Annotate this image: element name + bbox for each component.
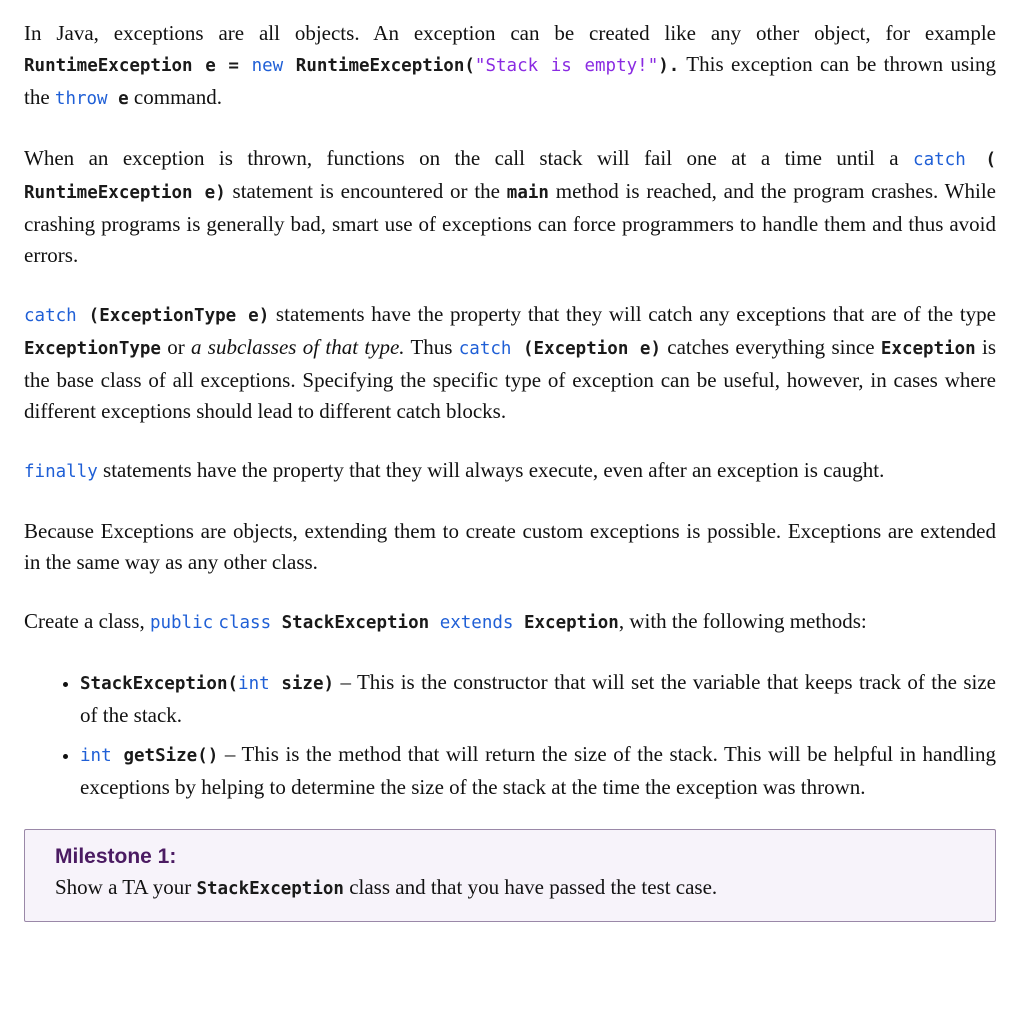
document-body <box>24 18 996 922</box>
code-inline: StackException <box>271 613 440 633</box>
text: statements have the property that they will catch any exceptions that are of the type <box>269 302 996 326</box>
text: catches everything since <box>661 335 881 359</box>
code-inline: Exception <box>880 339 976 359</box>
code-inline: (Exception e) <box>511 339 662 359</box>
code-keyword: int <box>80 746 112 766</box>
code-inline: ExceptionType <box>24 339 161 359</box>
code-inline: RuntimeException e = <box>24 56 252 76</box>
text: command. <box>128 85 222 109</box>
code-keyword: catch <box>24 306 77 326</box>
milestone-box <box>24 829 996 922</box>
code-keyword: extends <box>439 613 514 633</box>
code-inline: getSize() <box>111 746 219 766</box>
text: Show a TA your <box>55 875 197 899</box>
code-keyword: int <box>238 674 270 694</box>
list-item-constructor <box>80 667 996 731</box>
list-item-getsize <box>80 739 996 803</box>
paragraph-catch-statements <box>24 299 996 427</box>
code-inline: Exception <box>513 613 619 633</box>
code-inline: main <box>506 183 549 203</box>
text: statement is encountered or the <box>225 179 507 203</box>
methods-list <box>24 667 996 803</box>
code-inline: e <box>107 89 129 109</box>
text: In Java, exceptions are all objects. An exception can be created like any other object, for example <box>24 21 996 45</box>
paragraph-call-stack <box>24 143 996 271</box>
code-string: "Stack is empty!" <box>474 56 659 76</box>
code-keyword: public <box>149 613 214 633</box>
code-inline: (ExceptionType e) <box>76 306 270 326</box>
text: This exception can be thrown using the <box>24 52 996 109</box>
text: or <box>160 335 192 359</box>
text: – This is the constructor that will set the variable that keeps track of the size of the stack. <box>80 670 996 727</box>
code-inline: ( RuntimeException e) <box>24 150 996 203</box>
milestone-title: Milestone 1: <box>55 845 177 868</box>
text: When an exception is thrown, functions on the call stack will fail one at a time until a <box>24 146 914 170</box>
code-inline: StackException <box>196 879 344 899</box>
paragraph-finally-statements <box>24 455 996 488</box>
text: Thus <box>404 335 459 359</box>
code-keyword: catch <box>458 339 512 359</box>
code-keyword: finally <box>24 462 98 482</box>
emphasis-text: a subclasses of that type. <box>191 335 405 359</box>
code-inline: StackException( <box>80 674 239 694</box>
text: class and that you have passed the test case. <box>343 875 718 899</box>
text: , with the following methods: <box>618 609 867 633</box>
code-inline: RuntimeException( <box>283 56 475 76</box>
text: Because Exceptions are objects, extending them to create custom exceptions is possible. Exceptions are extended in the same way as any other class. <box>24 519 996 574</box>
text: – This is the method that will return the size of the stack. This will be helpful in handling exceptions by helping to determine the size of the stack at the time the exception was thrown. <box>80 742 997 799</box>
text: method is reached, and the program crashes. While crashing programs is generally bad, smart use of exceptions can force programmers to handle them and thus avoid errors. <box>24 179 996 267</box>
code-keyword: new <box>251 56 284 76</box>
paragraph-java-exceptions <box>24 18 996 115</box>
milestone-body <box>55 872 965 905</box>
text: statements have the property that they will always execute, even after an exception is caught. <box>97 458 885 482</box>
code-inline: size) <box>269 674 335 694</box>
code-keyword: throw <box>54 89 108 109</box>
paragraph-custom-exceptions <box>24 516 996 578</box>
paragraph-create-class <box>24 606 996 639</box>
code-keyword: catch <box>913 150 966 170</box>
text: is the base class of all exceptions. Specifying the specific type of exception can be useful, however, in cases where different exceptions should lead to different catch blocks. <box>24 335 997 423</box>
code-keyword: class <box>218 613 272 633</box>
text: Create a class, <box>24 609 150 633</box>
code-inline: ). <box>658 56 680 76</box>
